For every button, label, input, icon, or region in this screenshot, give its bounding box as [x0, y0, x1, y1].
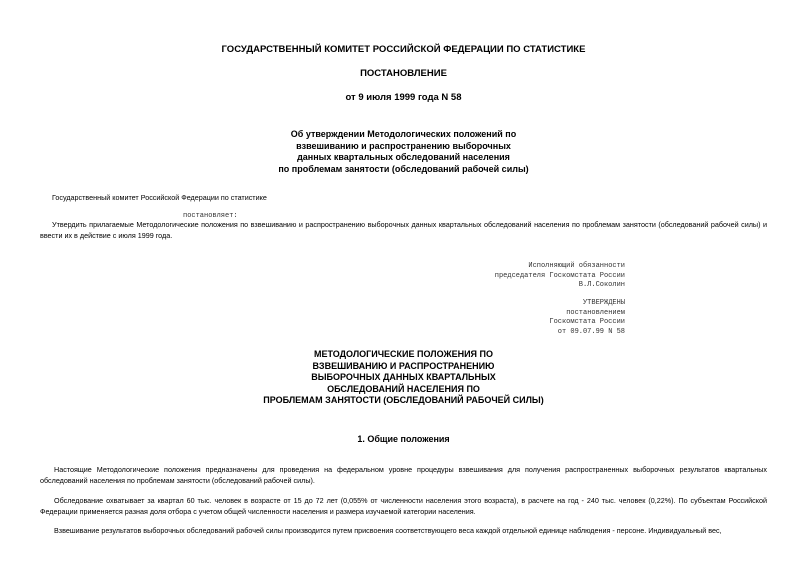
approval-line: Госкомстата России [549, 318, 625, 326]
paragraph: Обследование охватывает за квартал 60 тыс. человек в возрасте от 15 до 72 лет (0,055% от численности населения этого возраста), в расчете на год - 240 тыс. человек (0,22%). По субъектам Российской Федерации применяется разная доля отбора с учетом общей численности населения и размера изучаемой категории населения. [40, 496, 767, 516]
decree-word: постановляет: [183, 212, 238, 220]
doc-type-heading: ПОСТАНОВЛЕНИЕ [360, 68, 447, 79]
signature-line: председателя Госкомстата России [494, 271, 625, 280]
signature-line: Исполняющий обязанности [528, 262, 625, 270]
organization-heading: ГОСУДАРСТВЕННЫЙ КОМИТЕТ РОССИЙСКОЙ ФЕДЕРАЦИИ ПО СТАТИСТИКЕ [221, 44, 586, 55]
section-title: 1. Общие положения [357, 434, 450, 444]
main-title-line: ОБСЛЕДОВАНИЙ НАСЕЛЕНИЯ ПО [327, 383, 480, 394]
subject-line: данных квартальных обследований населения [297, 152, 510, 162]
preamble-text: Государственный комитет Российской Федерации по статистике [52, 193, 267, 202]
subject-line: взвешиванию и распространению выборочных [296, 140, 511, 151]
main-title-line: МЕТОДОЛОГИЧЕСКИЕ ПОЛОЖЕНИЯ ПО [313, 349, 493, 359]
paragraph: Настоящие Методологические положения предназначены для проведения на федеральном уровне процедуры взвешивания для получения распространенных выборочных результатов квартальных обследований населения по проблемам занятости (обследований рабочей силы). [40, 465, 767, 485]
approval-line: постановлением [566, 308, 625, 317]
subject-line: Об утверждении Методологических положений по [290, 129, 517, 139]
approval-block [420, 299, 625, 337]
approval-line: от 09.07.99 N 58 [557, 327, 625, 336]
subject-line: по проблемам занятости (обследований рабочей силы) [278, 163, 529, 174]
date-number-heading: от 9 июля 1999 года N 58 [345, 92, 462, 103]
paragraph: Взвешивание результатов выборочных обследований рабочей силы производится путем присвоения соответствующего веса каждой отдельной единице наблюдения - персоне. Индивидуальный вес, [54, 526, 722, 535]
decision-paragraph: Утвердить прилагаемые Методологические положения по взвешиванию и распространению выборочных данных квартальных обследований населения по проблемам занятости (обследований рабочей силы) и ввести их в действие с июля 1999 года. [40, 220, 767, 240]
approval-line: УТВЕРЖДЕНЫ [582, 299, 625, 307]
main-title-line: ПРОБЛЕМАМ ЗАНЯТОСТИ (ОБСЛЕДОВАНИЙ РАБОЧЕЙ СИЛЫ) [263, 395, 544, 405]
main-title [0, 349, 807, 407]
subject-heading [0, 129, 807, 175]
main-title-line: ВЗВЕШИВАНИЮ И РАСПРОСТРАНЕНИЮ [312, 360, 495, 371]
signature-line: В.Л.Соколин [578, 281, 625, 289]
main-title-line: ВЫБОРОЧНЫХ ДАННЫХ КВАРТАЛЬНЫХ [311, 372, 496, 382]
signature-block [420, 262, 625, 291]
